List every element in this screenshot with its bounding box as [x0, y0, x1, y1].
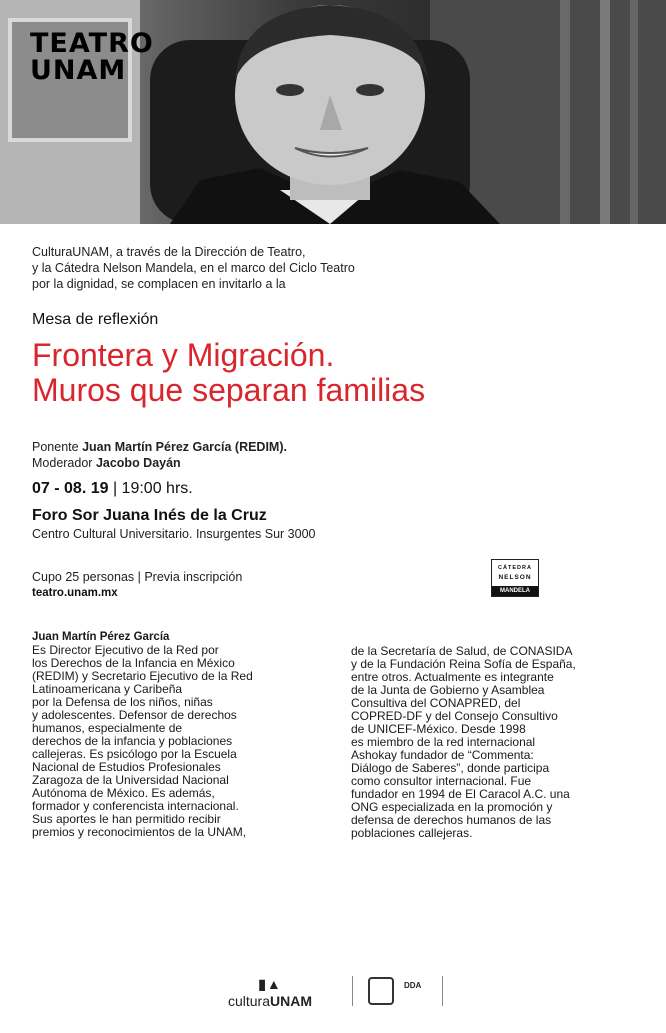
event-time: | 19:00 hrs.: [112, 480, 193, 497]
footer-divider: [352, 976, 353, 1006]
catedra-logo-line-3: MANDELA: [492, 586, 538, 596]
bio-name: Juan Martín Pérez García: [32, 631, 170, 643]
moderator-label: Moderador: [32, 456, 93, 470]
bio-column-right: [351, 645, 646, 840]
catedra-nelson-mandela-logo: [491, 559, 539, 597]
event-title-line-2: Muros que separan familias: [32, 372, 426, 408]
bio-column-left: [32, 631, 327, 839]
teatro-unam-logo: [30, 28, 154, 86]
footer-logos: [0, 966, 666, 1016]
speaker-line: [32, 439, 287, 455]
cultura-suffix: UNAM: [270, 993, 313, 1009]
intro-line-3: por la dignidad, se complacen en invitarlo a la: [32, 277, 286, 291]
bio-text-right: de la Secretaría de Salud, de CONASIDA y de la Fundación Reina Sofía de España, entre otros. Actualmente es integrante de la Junta de Gobierno y Asamblea Consultiva del CONAPRED, del COPRED-DF y del Consejo Consultivo de UNICEF-México. Desde 1998 es miembro de la red internacional Ashokay fundador de “Commenta: Diálogo de Saberes”, donde participa como consultor internacional. Fue fundador en 1994 de El Caracol A.C. una ONG especializada en la promoción y defensa de derechos humanos de las poblaciones callejeras.: [351, 644, 576, 840]
catedra-logo-line-1: CÁTEDRA: [498, 565, 532, 571]
unam-seal-icon: [368, 977, 394, 1005]
event-date: 07 - 08. 19: [32, 480, 109, 497]
cultura-prefix: cultura: [227, 993, 271, 1009]
bio-text-left: Es Director Ejecutivo de la Red por los Derechos de la Infancia en México (REDIM) y Secretario Ejecutivo de la Red Latinoamericana y Caribeña por la Defensa de los niños, niñas y adolescentes. Defensor de derechos humanos, especialmente de derechos de la infancia y poblaciones callejeras. Es psicólogo por la Escuela Nacional de Estudios Profesionales Zaragoza de la Universidad Nacional Autónoma de México. Es además, formador y conferencista internacional. Sus aportes le han permitido recibir premios y reconocimientos de la UNAM,: [32, 643, 253, 839]
speaker-name: Juan Martín Pérez García (REDIM).: [82, 440, 287, 454]
event-datetime: [32, 480, 193, 498]
website-link[interactable]: teatro.unam.mx: [32, 587, 118, 599]
event-title: [32, 338, 632, 408]
event-kind: Mesa de reflexión: [32, 311, 159, 328]
moderator-name: Jacobo Dayán: [95, 456, 181, 470]
event-participants: [32, 439, 287, 471]
cultura-unam-logo: [222, 976, 318, 1009]
speaker-label: Ponente: [32, 440, 79, 454]
event-venue: Foro Sor Juana Inés de la Cruz: [32, 507, 267, 524]
venue-address: Centro Cultural Universitario. Insurgentes Sur 3000: [32, 527, 316, 541]
logo-line-2: UNAM: [30, 55, 127, 86]
event-title-line-1: Frontera y Migración.: [32, 337, 335, 373]
event-capacity: Cupo 25 personas | Previa inscripción: [32, 570, 243, 584]
intro-line-2: y la Cátedra Nelson Mandela, en el marco del Ciclo Teatro: [32, 261, 355, 275]
intro-text: [32, 244, 552, 292]
dda-logo: DDA: [404, 981, 422, 990]
cultura-mark-icon: ▮▲: [258, 976, 282, 992]
moderator-line: [32, 455, 287, 471]
catedra-logo-line-2: NELSON: [498, 574, 532, 581]
intro-line-1: CulturaUNAM, a través de la Dirección de Teatro,: [32, 245, 306, 259]
hero-photo: [0, 0, 666, 224]
logo-line-1: TEATRO: [30, 28, 154, 59]
footer-divider: [442, 976, 443, 1006]
